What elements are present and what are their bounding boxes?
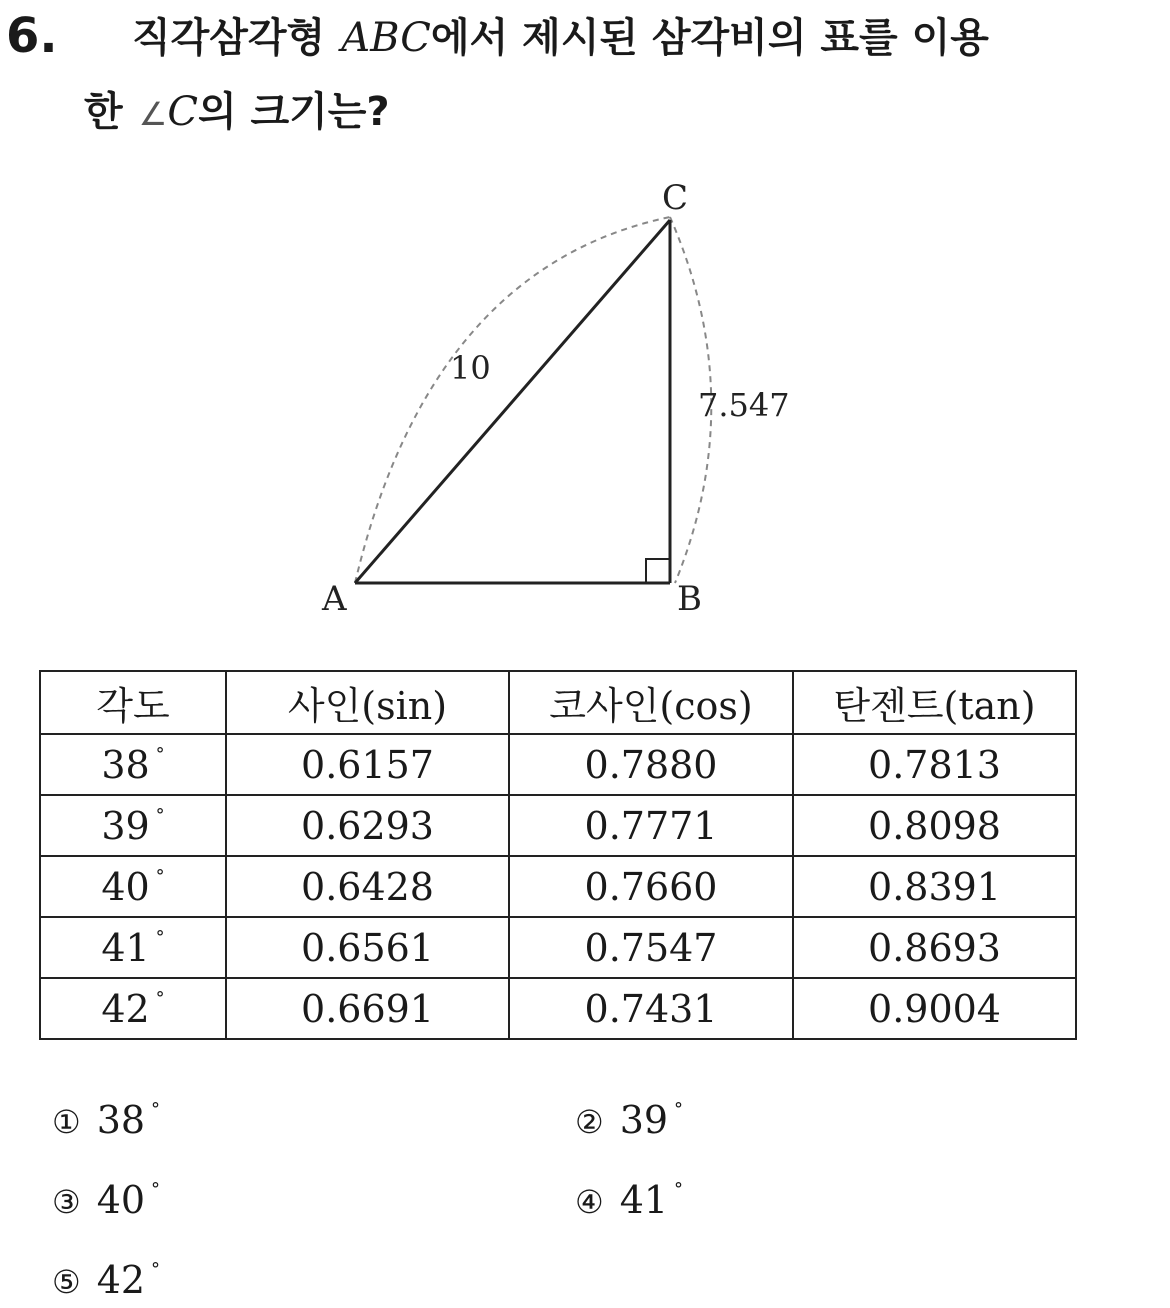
header-sin: 사인(sin): [226, 671, 509, 734]
vertex-label-a: A: [322, 579, 347, 619]
degree-symbol: °: [674, 1099, 684, 1120]
choice-number: ③: [52, 1183, 81, 1221]
hypotenuse-length-label: 10: [450, 349, 491, 387]
choice-value: 41: [619, 1178, 669, 1222]
answer-choice-3[interactable]: [52, 1166, 160, 1226]
answer-choice-2[interactable]: [575, 1086, 683, 1146]
table-row: [40, 978, 1076, 1039]
degree-symbol: °: [151, 1179, 161, 1200]
degree-symbol: °: [155, 743, 165, 765]
question-text: 에서 제시된 삼각비의 표를 이용: [430, 15, 989, 61]
degree-symbol: °: [155, 926, 165, 948]
side-ac: [355, 220, 670, 583]
question-text: 직각삼각형: [132, 15, 326, 61]
choice-number: ⑤: [52, 1263, 81, 1301]
table-row: [40, 734, 1076, 795]
trig-ratio-table: [39, 670, 1077, 1040]
cos-cell: 0.7880: [509, 734, 793, 795]
cos-cell: 0.7660: [509, 856, 793, 917]
question-number: 6.: [6, 8, 58, 64]
tan-cell: 0.8098: [793, 795, 1076, 856]
vertex-label-b: B: [677, 579, 702, 619]
sin-cell: 0.6293: [226, 795, 509, 856]
question-text: 한: [84, 89, 123, 135]
angle-cell: 40 °: [40, 856, 226, 917]
angle-cell: 39 °: [40, 795, 226, 856]
choice-value: 39: [619, 1098, 669, 1142]
table-row: [40, 917, 1076, 978]
angle-cell: 41 °: [40, 917, 226, 978]
angle-symbol: ∠: [138, 95, 168, 133]
table-row: [40, 856, 1076, 917]
choice-number: ④: [575, 1183, 604, 1221]
choice-value: 40: [96, 1178, 146, 1222]
sin-cell: 0.6428: [226, 856, 509, 917]
tan-cell: 0.8391: [793, 856, 1076, 917]
answer-choice-1[interactable]: [52, 1086, 160, 1146]
tan-cell: 0.7813: [793, 734, 1076, 795]
angle-cell: 38 °: [40, 734, 226, 795]
sin-cell: 0.6691: [226, 978, 509, 1039]
degree-symbol: °: [155, 804, 165, 826]
angle-cell: 42 °: [40, 978, 226, 1039]
header-cos: 코사인(cos): [509, 671, 793, 734]
question-text: 의 크기는?: [197, 89, 390, 135]
answer-choice-5[interactable]: [52, 1246, 160, 1306]
choice-value: 38: [96, 1098, 146, 1142]
choice-number: ①: [52, 1103, 81, 1141]
table-header-row: [40, 671, 1076, 734]
triangle-name: ABC: [341, 15, 431, 61]
sin-cell: 0.6561: [226, 917, 509, 978]
choice-value: 42: [96, 1258, 146, 1302]
header-tan: 탄젠트(tan): [793, 671, 1076, 734]
header-angle: 각도: [40, 671, 226, 734]
degree-symbol: °: [151, 1099, 161, 1120]
tan-cell: 0.8693: [793, 917, 1076, 978]
degree-symbol: °: [674, 1179, 684, 1200]
cos-cell: 0.7771: [509, 795, 793, 856]
answer-choice-4[interactable]: [575, 1166, 683, 1226]
cos-cell: 0.7431: [509, 978, 793, 1039]
cos-cell: 0.7547: [509, 917, 793, 978]
angle-vertex: C: [167, 89, 198, 135]
degree-symbol: °: [151, 1259, 161, 1280]
side-bc-length-label: 7.547: [698, 386, 790, 424]
question-stem-line-2: [84, 84, 390, 142]
triangle-figure: [300, 165, 820, 625]
right-angle-marker: [646, 559, 670, 583]
choice-number: ②: [575, 1103, 604, 1141]
sin-cell: 0.6157: [226, 734, 509, 795]
table-row: [40, 795, 1076, 856]
question-stem-line-1: [132, 10, 989, 66]
tan-cell: 0.9004: [793, 978, 1076, 1039]
vertex-label-c: C: [662, 178, 689, 218]
degree-symbol: °: [155, 865, 165, 887]
degree-symbol: °: [155, 987, 165, 1009]
